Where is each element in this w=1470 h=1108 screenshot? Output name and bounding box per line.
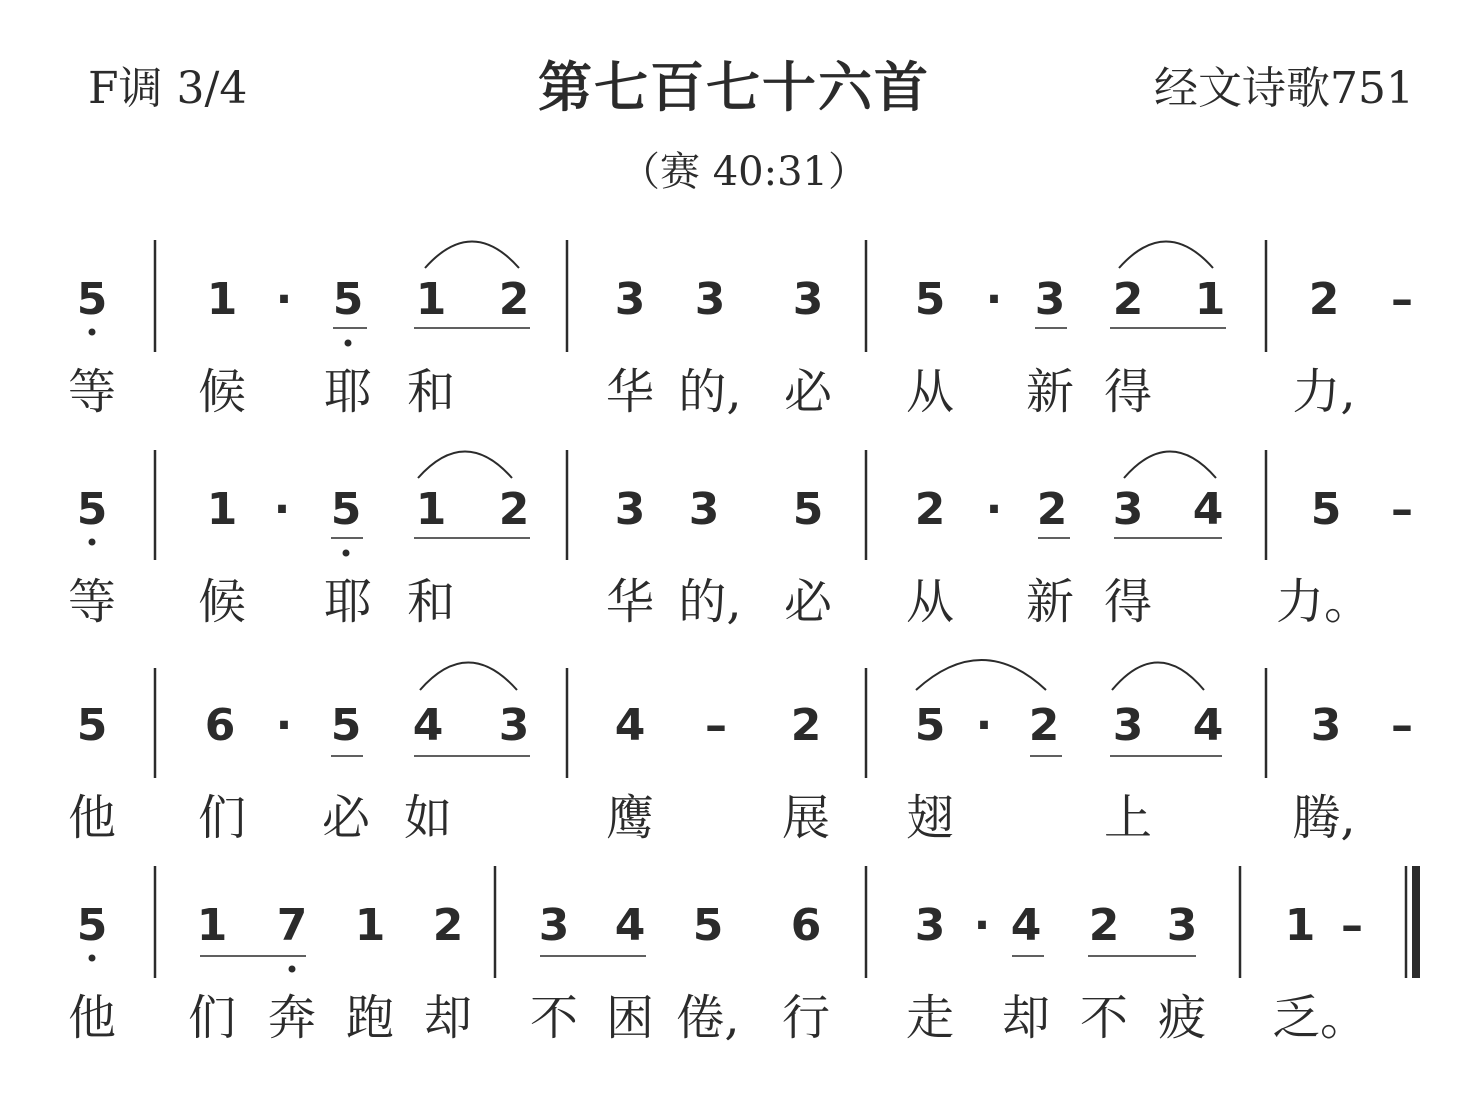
slur — [1124, 452, 1216, 479]
note: 1 — [354, 900, 386, 951]
lyric: 鹰 — [605, 790, 655, 846]
lyric: 不 — [1079, 990, 1129, 1046]
lyric: 却 — [1001, 990, 1051, 1046]
lyric: 的, — [678, 574, 742, 630]
note: 5 — [330, 700, 362, 751]
note: 6 — [204, 700, 236, 751]
lyric: 新 — [1025, 574, 1075, 630]
note: 2 — [1308, 274, 1340, 325]
note: 3 — [538, 900, 570, 951]
low-octave-dot — [343, 550, 350, 557]
note: 5 — [76, 900, 108, 951]
lyric: 困 — [605, 990, 655, 1046]
lyric: 耶 — [323, 364, 373, 420]
lyric: 腾, — [1292, 790, 1356, 846]
slur — [425, 242, 519, 269]
note: 3 — [614, 274, 646, 325]
note: 1 — [1194, 274, 1226, 325]
note: 4 — [1010, 900, 1042, 951]
note: 1 — [206, 274, 238, 325]
note: 3 — [792, 274, 824, 325]
dash-hold: – — [1341, 900, 1363, 951]
low-octave-dot — [345, 340, 352, 347]
note: 1 — [415, 484, 447, 535]
lyric: 们 — [197, 790, 247, 846]
low-octave-dot — [89, 539, 96, 546]
lyric: 候 — [197, 364, 247, 420]
lyric: 得 — [1103, 574, 1153, 630]
note: 5 — [1310, 484, 1342, 535]
lyric: 新 — [1025, 364, 1075, 420]
line-4 — [68, 866, 1420, 1046]
slur — [1112, 663, 1204, 691]
note: 4 — [1192, 700, 1224, 751]
line-3 — [68, 660, 1413, 846]
note: 1 — [415, 274, 447, 325]
scripture-reference: （赛 40:31） — [620, 149, 868, 195]
dot-rhythm: · — [275, 700, 293, 751]
note: 5 — [76, 700, 108, 751]
note: 3 — [498, 700, 530, 751]
dash-hold: – — [705, 700, 727, 751]
note: 2 — [914, 484, 946, 535]
note: 4 — [614, 900, 646, 951]
note: 3 — [914, 900, 946, 951]
note: 3 — [1112, 700, 1144, 751]
note: 4 — [1192, 484, 1224, 535]
lyric: 华 — [605, 574, 655, 630]
lyric: 力。 — [1275, 574, 1373, 630]
lyric: 却 — [423, 990, 473, 1046]
lyric: 等 — [67, 364, 117, 420]
low-octave-dot — [89, 329, 96, 336]
note: 3 — [694, 274, 726, 325]
note: 2 — [790, 700, 822, 751]
dash-hold: – — [1391, 274, 1413, 325]
lyric: 们 — [187, 990, 237, 1046]
note: 4 — [614, 700, 646, 751]
dash-hold: – — [1391, 484, 1413, 535]
lyric: 等 — [67, 574, 117, 630]
note: 2 — [1036, 484, 1068, 535]
lyric: 从 — [905, 574, 955, 630]
lyric: 奔 — [267, 990, 317, 1046]
hymn-title: 第七百七十六首 — [538, 55, 930, 119]
dot-rhythm: · — [985, 484, 1003, 535]
dot-rhythm: · — [973, 900, 991, 951]
note: 2 — [498, 274, 530, 325]
lyric: 的, — [678, 364, 742, 420]
note: 6 — [790, 900, 822, 951]
lyric: 必 — [783, 574, 833, 630]
lyric: 必 — [783, 364, 833, 420]
note: 1 — [196, 900, 228, 951]
slur — [916, 660, 1046, 690]
note: 5 — [76, 274, 108, 325]
dot-rhythm: · — [275, 274, 293, 325]
lyric: 从 — [905, 364, 955, 420]
lyric: 不 — [529, 990, 579, 1046]
note: 1 — [206, 484, 238, 535]
note: 5 — [692, 900, 724, 951]
note: 3 — [688, 484, 720, 535]
lyric: 展 — [781, 790, 831, 846]
lyric: 候 — [197, 574, 247, 630]
note: 3 — [1034, 274, 1066, 325]
lyric: 跑 — [345, 990, 395, 1046]
note: 2 — [1028, 700, 1060, 751]
note: 1 — [1284, 900, 1316, 951]
note: 7 — [276, 900, 308, 951]
lyric: 和 — [406, 364, 456, 420]
low-octave-dot — [89, 955, 96, 962]
note: 5 — [76, 484, 108, 535]
lyric: 力, — [1292, 364, 1356, 420]
slur — [418, 452, 512, 479]
lyric: 如 — [403, 790, 453, 846]
note: 5 — [332, 274, 364, 325]
low-octave-dot — [289, 966, 296, 973]
lyric: 他 — [67, 790, 117, 846]
dot-rhythm: · — [985, 274, 1003, 325]
note: 2 — [498, 484, 530, 535]
lyric: 乏。 — [1271, 990, 1369, 1046]
lyric: 耶 — [323, 574, 373, 630]
note: 3 — [1166, 900, 1198, 951]
line-1 — [68, 240, 1413, 420]
lyric: 上 — [1103, 790, 1153, 846]
note: 5 — [914, 700, 946, 751]
lyric: 翅 — [905, 790, 955, 846]
key-signature: F调 3/4 — [88, 63, 248, 114]
note: 4 — [412, 700, 444, 751]
final-bar-thick — [1412, 866, 1420, 978]
note: 2 — [432, 900, 464, 951]
line-2 — [68, 450, 1413, 630]
lyric: 走 — [905, 990, 955, 1046]
note: 3 — [614, 484, 646, 535]
lyric: 疲 — [1157, 990, 1207, 1046]
slur — [420, 663, 517, 691]
lyric: 他 — [67, 990, 117, 1046]
lyric: 必 — [321, 790, 371, 846]
dash-hold: – — [1391, 700, 1413, 751]
note: 5 — [330, 484, 362, 535]
note: 3 — [1310, 700, 1342, 751]
note: 2 — [1088, 900, 1120, 951]
note: 5 — [792, 484, 824, 535]
dot-rhythm: · — [273, 484, 291, 535]
lyric: 得 — [1103, 364, 1153, 420]
lyric: 行 — [781, 990, 831, 1046]
lyric: 和 — [406, 574, 456, 630]
note: 5 — [914, 274, 946, 325]
lyric: 倦, — [676, 990, 740, 1046]
hymn-reference: 经文诗歌751 — [1154, 63, 1414, 114]
note: 2 — [1112, 274, 1144, 325]
note: 3 — [1112, 484, 1144, 535]
dot-rhythm: · — [975, 700, 993, 751]
lyric: 华 — [605, 364, 655, 420]
slur — [1119, 242, 1213, 269]
